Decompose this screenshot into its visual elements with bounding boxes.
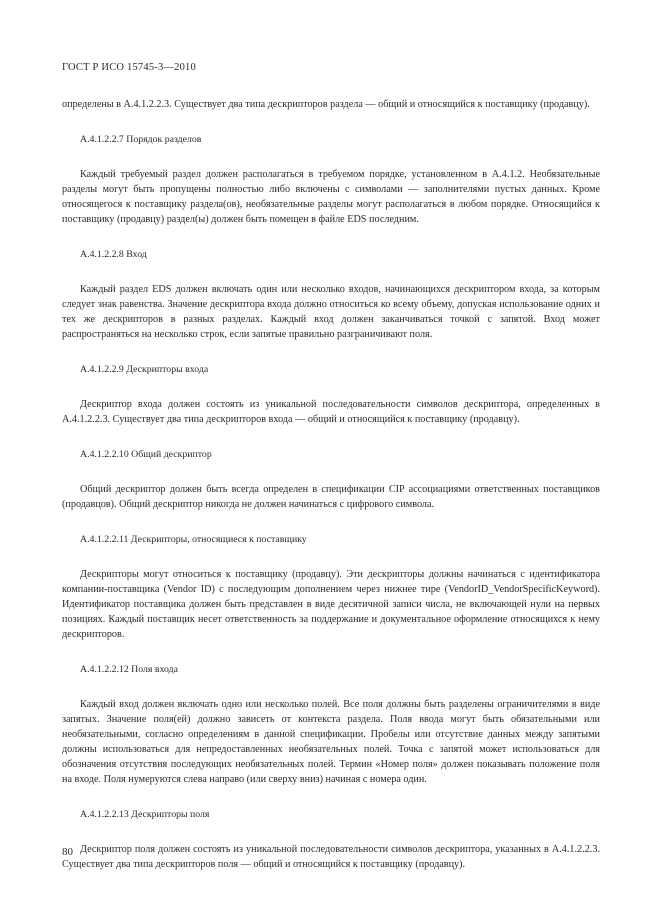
paragraph-section-order: Каждый требуемый раздел должен располагаться в требуемом порядке, установленном в А.4.1.2. Необязательные разделы могут быть пропущены полностью либо включены с символами — заполнителями пустых данных. Кроме относящегося к поставщику раздела(ов), необязательные разделы могут располагаться в любом порядке. Относящийся к поставщику (продавцу) раздел(ы) должен быть помещен в файле EDS последним.: [62, 169, 600, 225]
section-heading-a412211: А.4.1.2.2.11 Дескрипторы, относящиеся к поставщику: [80, 534, 307, 545]
page-number: 80: [62, 846, 73, 858]
section-heading-a41229: А.4.1.2.2.9 Дескрипторы входа: [80, 364, 209, 375]
section-heading-a41227: А.4.1.2.2.7 Порядок разделов: [80, 134, 202, 145]
paragraph-entry: Каждый раздел EDS должен включать один или несколько входов, начинающихся дескриптором входа, за которым следует знак равенства. Значение дескриптора входа должно относиться ко всему объему, допуская использование одних и тех же дескрипторов в разных разделах. Каждый вход должен заканчиваться точкой с запятой. Вход может распространяться на несколько строк, если запятые правильно разграничивают поля.: [62, 284, 600, 340]
section-heading-a412213: А.4.1.2.2.13 Дескрипторы поля: [80, 809, 210, 820]
paragraph-entry-descriptors: Дескриптор входа должен состоять из уникальной последовательности символов дескриптора, определенных в А.4.1.2.2.3. Существует два типа дескрипторов входа — общий и относящийся к поставщику (продавцу).: [62, 399, 600, 425]
section-heading-a412212: А.4.1.2.2.12 Поля входа: [80, 664, 178, 675]
paragraph-continued: определены в А.4.1.2.2.3. Существует два типа дескрипторов раздела — общий и относящийся к поставщику (продавцу).: [62, 99, 590, 110]
paragraph-entry-fields: Каждый вход должен включать одно или несколько полей. Все поля должны быть разделены ограничителями в виде запятых. Значение поля(ей) должно зависеть от контекста раздела. Поля ввода могут быть обязательными или необязательными, согласно определениям в данной спецификации. Пробелы или отсутствие данных между запятыми должны использоваться для непредоставленных необязательных полей. Точка с запятой может использоваться для обозначения отсутствия последующих необязательных полей. Термин «Номер поля» должен показывать положение поля на входе. Поля нумеруются слева направо (или сверху вниз) начиная с номера один.: [62, 699, 600, 785]
paragraph-common-descriptor: Общий дескриптор должен быть всегда определен в спецификации CIP ассоциациями ответственных поставщиков (продавцов). Общий дескриптор никогда не должен начинаться с цифрового символа.: [62, 484, 600, 510]
paragraph-vendor-descriptors: Дескрипторы могут относиться к поставщику (продавцу). Эти дескрипторы должны начинаться с идентификатора компании-поставщика (Vendor ID) с последующим дополнением через нижнее тире (VendorID_VendorSpecificKeyword). Идентификатор поставщика должен быть представлен в виде десятичной записи числа, не включающей нули на первых позициях. Каждый поставщик несет ответственность за поддержание и документальное оформление относящихся к нему дескрипторов.: [62, 569, 600, 640]
page-body: [62, 97, 600, 872]
section-heading-a41228: А.4.1.2.2.8 Вход: [80, 249, 147, 260]
running-header: ГОСТ Р ИСО 15745-3—2010: [62, 62, 196, 73]
section-heading-a412210: А.4.1.2.2.10 Общий дескриптор: [80, 449, 212, 460]
paragraph-field-descriptors: Дескриптор поля должен состоять из уникальной последовательности символов дескриптора, указанных в А.4.1.2.2.3. Существует два типа дескрипторов поля — общий и относящийся к поставщику (продавцу).: [62, 844, 600, 870]
